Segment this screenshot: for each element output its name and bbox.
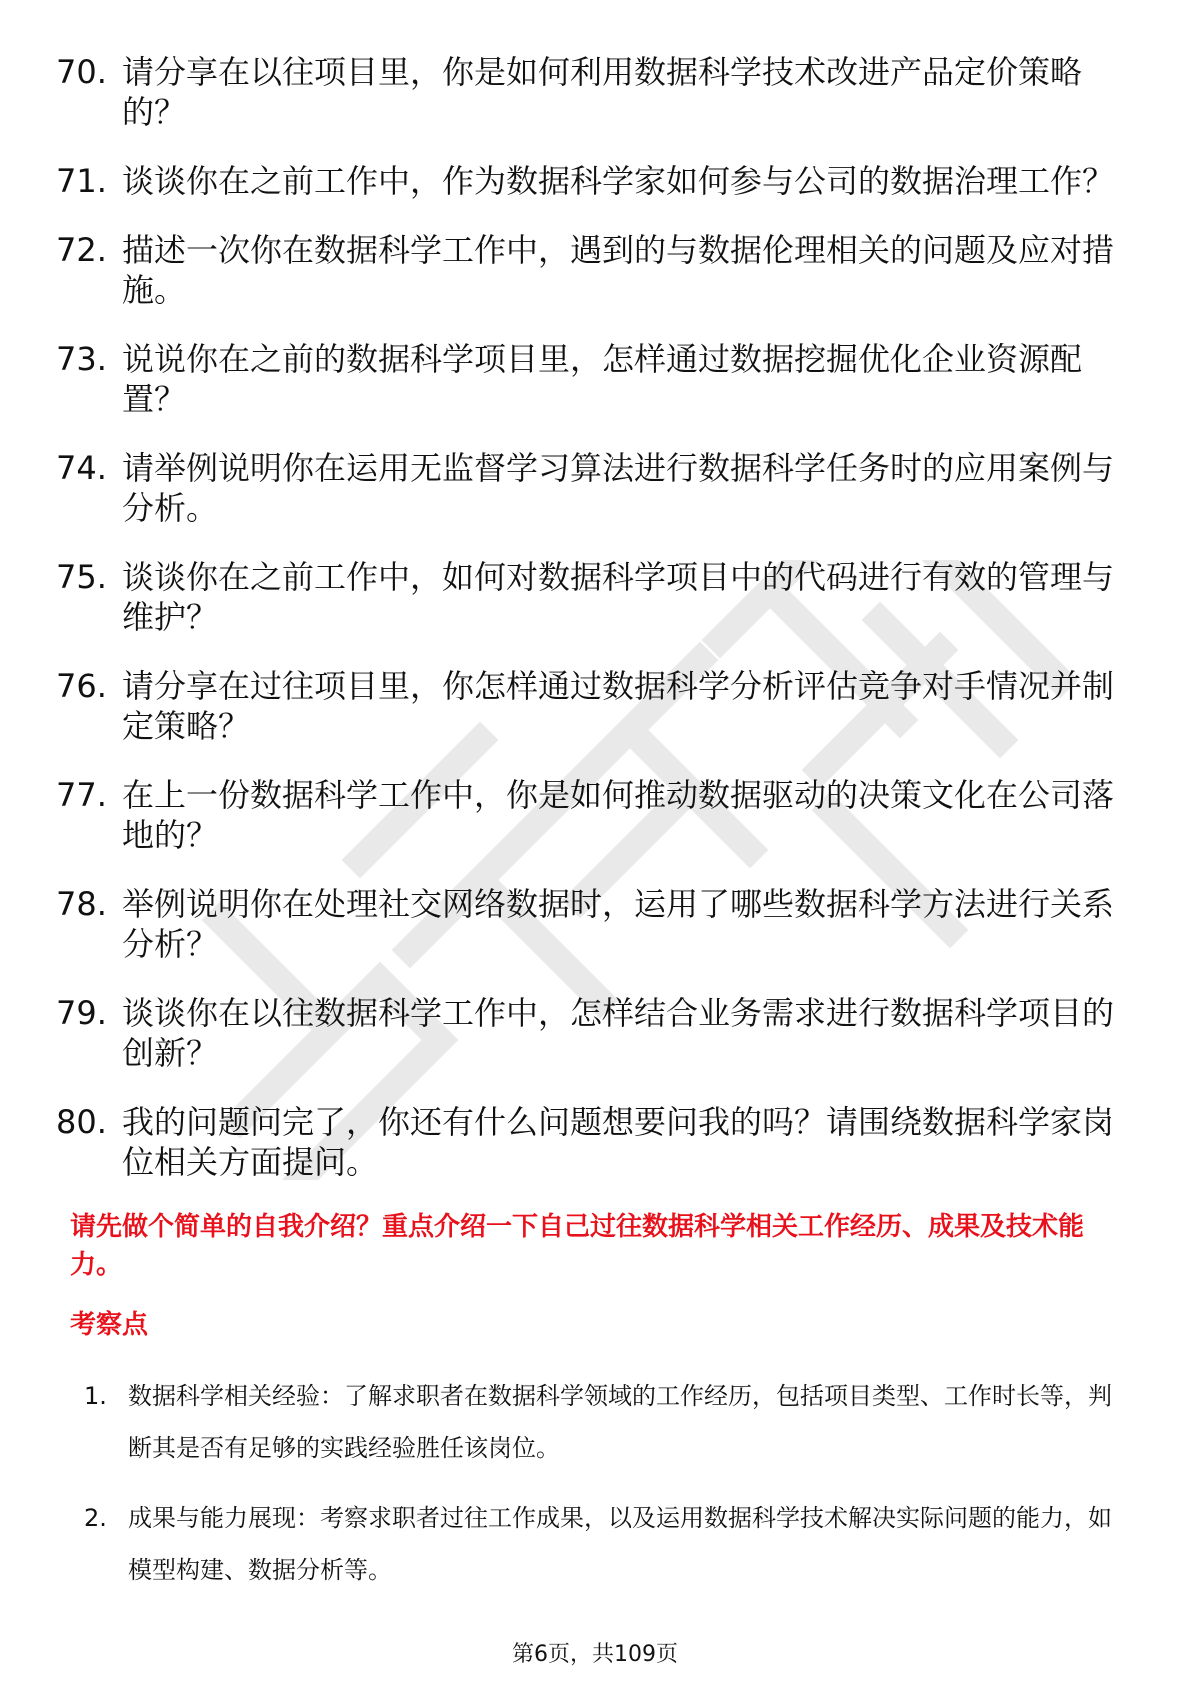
point-item	[84, 1370, 1134, 1474]
question-text: 谈谈你在之前工作中，如何对数据科学项目中的代码进行有效的管理与维护？	[122, 558, 1115, 636]
question-number: 77.	[56, 776, 107, 814]
page-footer: 第6页，共109页	[512, 1642, 678, 1667]
question-item	[56, 993, 1136, 1073]
question-text: 举例说明你在处理社交网络数据时，运用了哪些数据科学方法进行关系分析？	[122, 885, 1115, 963]
point-number: 1.	[84, 1382, 107, 1410]
question-text: 请举例说明你在运用无监督学习算法进行数据科学任务时的应用案例与分析。	[122, 449, 1115, 527]
question-item	[56, 775, 1136, 855]
question-item	[56, 1102, 1136, 1182]
question-number: 75.	[56, 558, 107, 596]
question-text: 请分享在以往项目里，你是如何利用数据科学技术改进产品定价策略的？	[122, 53, 1083, 131]
question-number: 79.	[56, 994, 107, 1032]
question-number: 78.	[56, 885, 107, 923]
question-text: 描述一次你在数据科学工作中，遇到的与数据伦理相关的问题及应对措施。	[122, 231, 1115, 309]
point-item	[84, 1492, 1134, 1596]
point-text: 数据科学相关经验：了解求职者在数据科学领域的工作经历，包括项目类型、工作时长等，判断其是否有足够的实践经验胜任该岗位。	[128, 1382, 1112, 1462]
question-item	[56, 52, 1136, 132]
question-item	[56, 339, 1136, 419]
question-text: 谈谈你在之前工作中，作为数据科学家如何参与公司的数据治理工作？	[122, 162, 1115, 200]
question-item	[56, 448, 1136, 528]
question-number: 71.	[56, 162, 107, 200]
question-number: 74.	[56, 449, 107, 487]
question-item	[56, 666, 1136, 746]
highlight-question: 请先做个简单的自我介绍？重点介绍一下自己过往数据科学相关工作经历、成果及技术能力。	[70, 1212, 1085, 1280]
section-title: 考察点	[70, 1310, 149, 1340]
point-number: 2.	[84, 1504, 107, 1532]
question-text: 谈谈你在以往数据科学工作中，怎样结合业务需求进行数据科学项目的创新？	[122, 994, 1115, 1072]
question-number: 70.	[56, 53, 107, 91]
question-number: 73.	[56, 340, 107, 378]
question-text: 在上一份数据科学工作中，你是如何推动数据驱动的决策文化在公司落地的？	[122, 776, 1115, 854]
point-text: 成果与能力展现：考察求职者过往工作成果，以及运用数据科学技术解决实际问题的能力，如模型构建、数据分析等。	[128, 1504, 1112, 1584]
question-item	[56, 557, 1136, 637]
question-item	[56, 161, 1136, 201]
question-number: 80.	[56, 1103, 107, 1141]
question-text: 说说你在之前的数据科学项目里，怎样通过数据挖掘优化企业资源配置？	[122, 340, 1083, 418]
question-list	[56, 52, 1136, 1211]
question-item	[56, 884, 1136, 964]
question-number: 76.	[56, 667, 107, 705]
question-text: 我的问题问完了，你还有什么问题想要问我的吗？请围绕数据科学家岗位相关方面提问。	[122, 1103, 1115, 1181]
assessment-points	[84, 1370, 1134, 1614]
question-text: 请分享在过往项目里，你怎样通过数据科学分析评估竞争对手情况并制定策略？	[122, 667, 1115, 745]
question-item	[56, 230, 1136, 310]
question-number: 72.	[56, 231, 107, 269]
